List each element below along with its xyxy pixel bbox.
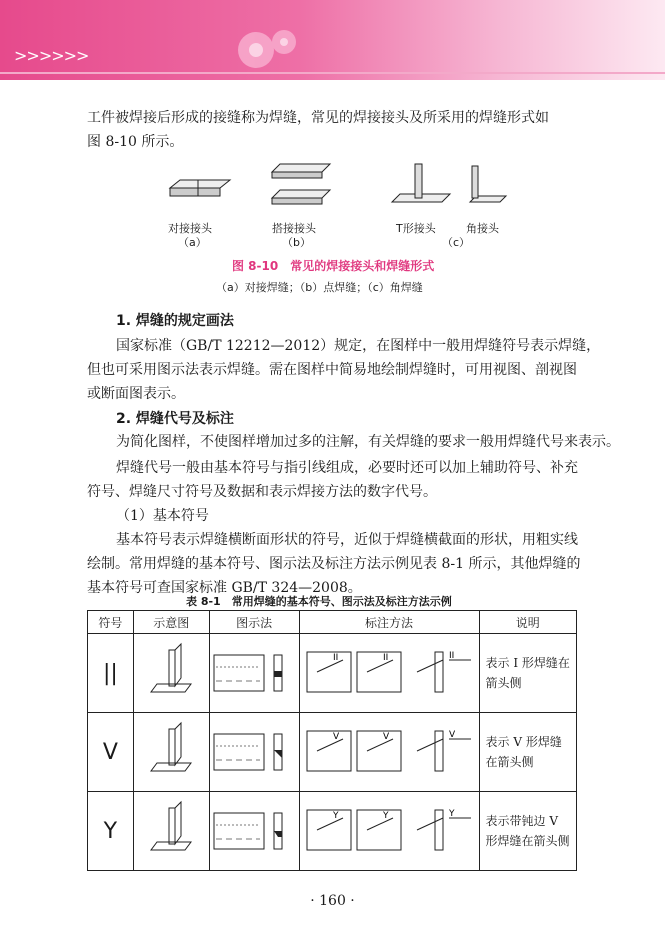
page-header-band <box>0 0 665 80</box>
weld-mark-label: Y <box>449 808 455 819</box>
fig-label-c2: 角接头 <box>466 222 499 235</box>
fig-label-b: 搭接接头 <box>272 222 316 235</box>
note-cell: 表示带钝边 V 形焊缝在箭头侧 <box>479 792 576 871</box>
table-header-cell: 说明 <box>479 611 576 634</box>
note-cell: 表示 V 形焊缝在箭头侧 <box>479 713 576 792</box>
table-header-cell: 图示法 <box>209 611 299 634</box>
page-number: · 160 · <box>310 893 355 909</box>
table-header-cell: 符号 <box>88 611 134 634</box>
table-row <box>88 713 577 792</box>
table-header-cell: 示意图 <box>133 611 209 634</box>
annotation-cell <box>299 792 479 871</box>
y-weld-schematic-icon <box>141 800 201 860</box>
fig-label-c1: T形接头 <box>396 222 436 235</box>
gear-decoration-icon <box>228 22 308 72</box>
i-weld-schematic-icon <box>141 642 201 702</box>
header-rule <box>0 72 665 74</box>
annotation-cell <box>299 634 479 713</box>
section-2-p3-line-1: 基本符号表示焊缝横断面形状的符号，近似于焊缝横截面的形状，用粗实线 <box>116 532 578 548</box>
figure-subcaption: （a）对接焊缝；（b）点焊缝；（c）角焊缝 <box>216 281 423 294</box>
schematic-cell <box>133 634 209 713</box>
figure-caption: 图 8-10 常见的焊接接头和焊缝形式 <box>232 259 435 273</box>
section-2-p1: 为简化图样，不使图样增加过多的注解，有关焊缝的要求一般用焊缝代号来表示。 <box>116 434 620 450</box>
drawing-cell <box>209 634 299 713</box>
section-1-line-2: 但也可采用图示法表示焊缝。需在图样中简易地绘制焊缝时，可用视图、剖视图 <box>87 362 577 378</box>
schematic-cell <box>133 792 209 871</box>
figure-8-10-joints <box>160 158 520 218</box>
i-weld-annotation-icon <box>303 644 475 700</box>
section-2-heading: 2. 焊缝代号及标注 <box>116 411 234 427</box>
section-2-p3-line-2: 绘制。常用焊缝的基本符号、图示法及标注方法示例见表 8-1 所示，其他焊缝的 <box>87 556 581 572</box>
note-cell: 表示 I 形焊缝在箭头侧 <box>479 634 576 713</box>
intro-line-2: 图 8-10 所示。 <box>87 134 184 150</box>
weld-symbol: || <box>88 634 134 713</box>
weld-mark-label: Y <box>333 810 339 821</box>
weld-mark-label: V <box>383 731 390 742</box>
table-header-cell: 标注方法 <box>299 611 479 634</box>
weld-mark-label: II <box>383 652 389 663</box>
section-2-p3-line-3: 基本符号可查国家标准 GB/T 324—2008。 <box>87 580 362 596</box>
section-2-p2-line-1: 焊缝代号一般由基本符号与指引线组成，必要时还可以加上辅助符号、补充 <box>116 460 578 476</box>
drawing-cell <box>209 713 299 792</box>
i-weld-drawing-icon <box>212 647 296 697</box>
table-row <box>88 634 577 713</box>
weld-mark-label: II <box>333 652 339 663</box>
intro-line-1: 工件被焊接后形成的接缝称为焊缝，常见的焊接接头及所采用的焊缝形式如 <box>87 110 549 126</box>
fig-label-a: 对接接头 <box>168 222 212 235</box>
y-weld-annotation-icon <box>303 802 475 858</box>
weld-mark-label: II <box>449 650 455 661</box>
annotation-cell <box>299 713 479 792</box>
fig-tag-a: （a） <box>178 236 207 249</box>
table-row <box>88 792 577 871</box>
fig-tag-b: （b） <box>282 236 311 249</box>
table-title: 表 8-1 常用焊缝的基本符号、图示法及标注方法示例 <box>186 595 452 608</box>
section-2-subheading: （1）基本符号 <box>116 508 209 524</box>
weld-symbol-table <box>87 610 577 871</box>
weld-mark-label: V <box>449 729 456 740</box>
v-weld-annotation-icon <box>303 723 475 779</box>
drawing-cell <box>209 792 299 871</box>
table-header-row <box>88 611 577 634</box>
weld-symbol: V <box>88 713 134 792</box>
section-1-line-3: 或断面图表示。 <box>87 386 185 402</box>
weld-symbol: Y <box>88 792 134 871</box>
v-weld-drawing-icon <box>212 726 296 776</box>
y-weld-drawing-icon <box>212 805 296 855</box>
weld-mark-label: V <box>333 731 340 742</box>
weld-mark-label: Y <box>383 810 389 821</box>
v-weld-schematic-icon <box>141 721 201 781</box>
section-1-heading: 1. 焊缝的规定画法 <box>116 313 234 329</box>
section-1-line-1: 国家标准（GB/T 12212—2012）规定，在图样中一般用焊缝符号表示焊缝， <box>116 338 601 354</box>
fig-tag-c: （c） <box>442 236 471 249</box>
schematic-cell <box>133 713 209 792</box>
chevron-decoration-icon: >>>>>> <box>14 46 89 65</box>
section-2-p2-line-2: 符号、焊缝尺寸符号及数据和表示焊接方法的数字代号。 <box>87 484 437 500</box>
